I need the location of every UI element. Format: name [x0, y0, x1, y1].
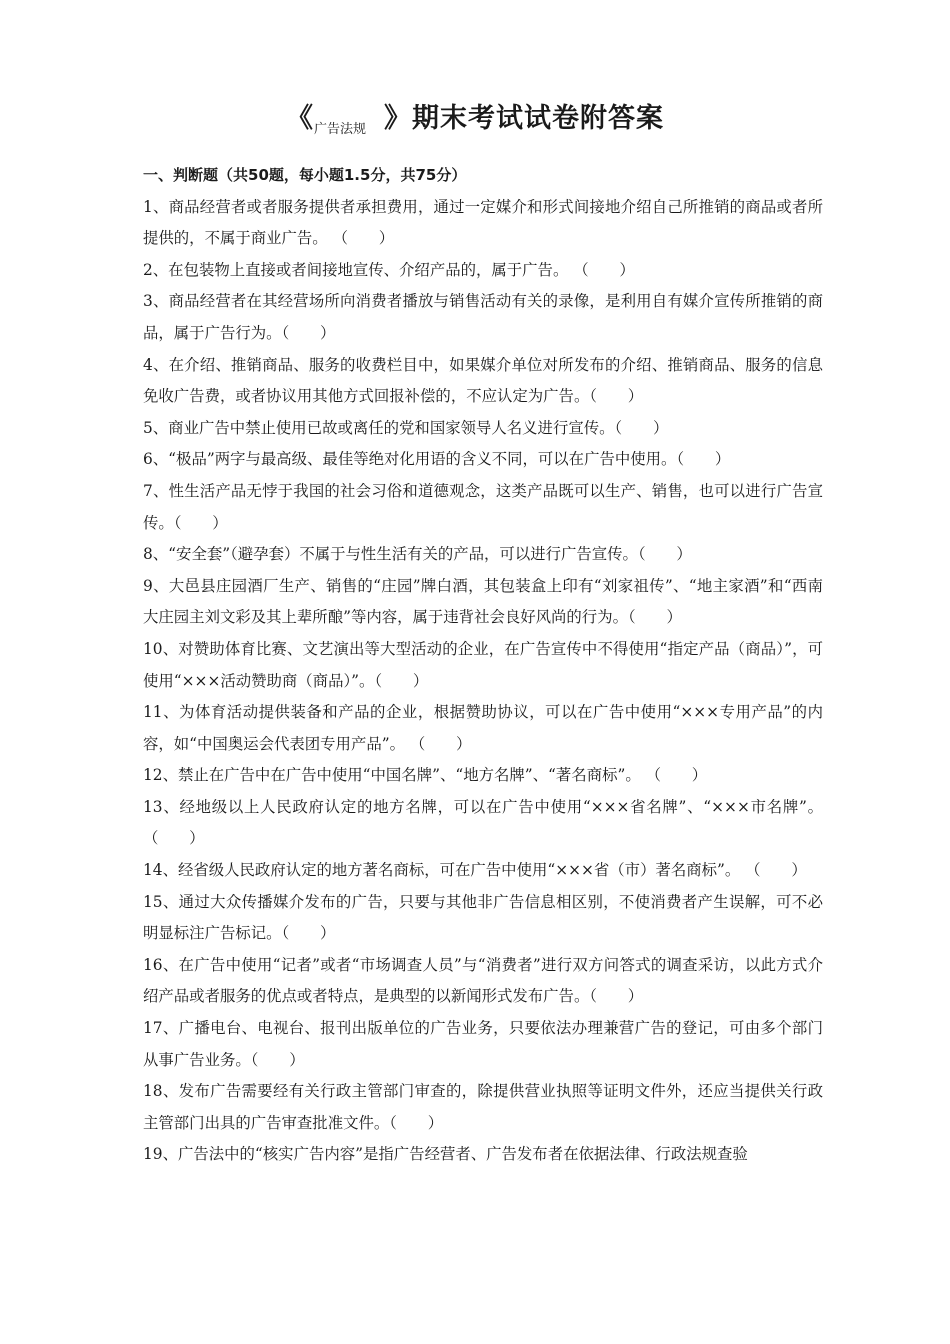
question-15: 15、通过大众传播媒介发布的广告，只要与其他非广告信息相区别，不使消费者产生误解，可不必明显标注广告标记。（ ） — [143, 892, 823, 943]
question-2: 2、在包装物上直接或者间接地宣传、介绍产品的，属于广告。 （ ） — [143, 260, 635, 279]
question-5: 5、商业广告中禁止使用已故或离任的党和国家领导人名义进行宣传。（ ） — [143, 418, 669, 437]
question-8: 8、“安全套”（避孕套）不属于与性生活有关的产品，可以进行广告宣传。（ ） — [143, 545, 692, 564]
question-10: 10、对赞助体育比赛、文艺演出等大型活动的企业，在广告宣传中不得使用“指定产品（商品）”，可使用“×××活动赞助商（商品）”。（ ） — [143, 639, 823, 690]
question-17: 17、广播电台、电视台、报刊出版单位的广告业务，只要依法办理兼营广告的登记，可由多个部门从事广告业务。（ ） — [143, 1019, 823, 1069]
title-open-bracket: 《 — [285, 103, 314, 134]
question-13: 13、经地级以上人民政府认定的地方名牌，可以在广告中使用“×××省名牌”、“×××市名牌”。 （ ） — [143, 797, 823, 848]
question-18: 18、发布广告需要经有关行政主管部门审查的，除提供营业执照等证明文件外，还应当提供关行政主管部门出具的广告审查批准文件。（ ） — [143, 1082, 823, 1132]
question-16: 16、在广告中使用“记者”或者“市场调查人员”与“消费者”进行双方问答式的调查采访，以此方式介绍产品或者服务的优点或者特点，是典型的以新闻形式发布广告。（ ） — [143, 955, 823, 1006]
question-7: 7、性生活产品无悖于我国的社会习俗和道德观念，这类产品既可以生产、销售，也可以进行广告宣传。（ ） — [143, 481, 823, 532]
question-19: 19、广告法中的“核实广告内容”是指广告经营者、广告发布者在依据法律、行政法规查验 — [143, 1145, 748, 1164]
question-1: 1、商品经营者或者服务提供者承担费用，通过一定媒介和形式间接地介绍自己所推销的商品或者所提供的，不属于商业广告。 （ ） — [143, 197, 823, 248]
exam-content — [143, 160, 823, 1171]
question-3: 3、商品经营者在其经营场所向消费者播放与销售活动有关的录像，是利用自有媒介宣传所推销的商品，属于广告行为。（ ） — [143, 292, 823, 342]
question-14: 14、经省级人民政府认定的地方著名商标，可在广告中使用“×××省（市）著名商标”。 （ ） — [143, 861, 807, 880]
question-6: 6、“极品”两字与最高级、最佳等绝对化用语的含义不同，可以在广告中使用。（ ） — [143, 450, 731, 469]
section-heading: 一、判断题（共50题，每小题1.5分，共75分） — [143, 166, 467, 184]
page-title — [0, 96, 950, 137]
question-9: 9、大邑县庄园酒厂生产、销售的“庄园”牌白酒，其包装盒上印有“刘家祖传”、“地主家酒”和“西南大庄园主刘文彩及其上辈所酿”等内容，属于违背社会良好风尚的行为。（ ） — [143, 576, 823, 627]
title-text: 》期末考试试卷附答案 — [384, 103, 664, 134]
question-12: 12、禁止在广告中在广告中使用“中国名牌”、“地方名牌”、“著名商标”。 （ ） — [143, 766, 708, 785]
title-subject: 广告法规 — [313, 122, 366, 137]
question-11: 11、为体育活动提供装备和产品的企业，根据赞助协议，可以在广告中使用“×××专用产品”的内容，如“中国奥运会代表团专用产品”。 （ ） — [143, 703, 823, 753]
question-4: 4、在介绍、推销商品、服务的收费栏目中，如果媒介单位对所发布的介绍、推销商品、服务的信息免收广告费，或者协议用其他方式回报补偿的，不应认定为广告。（ ） — [143, 355, 823, 406]
